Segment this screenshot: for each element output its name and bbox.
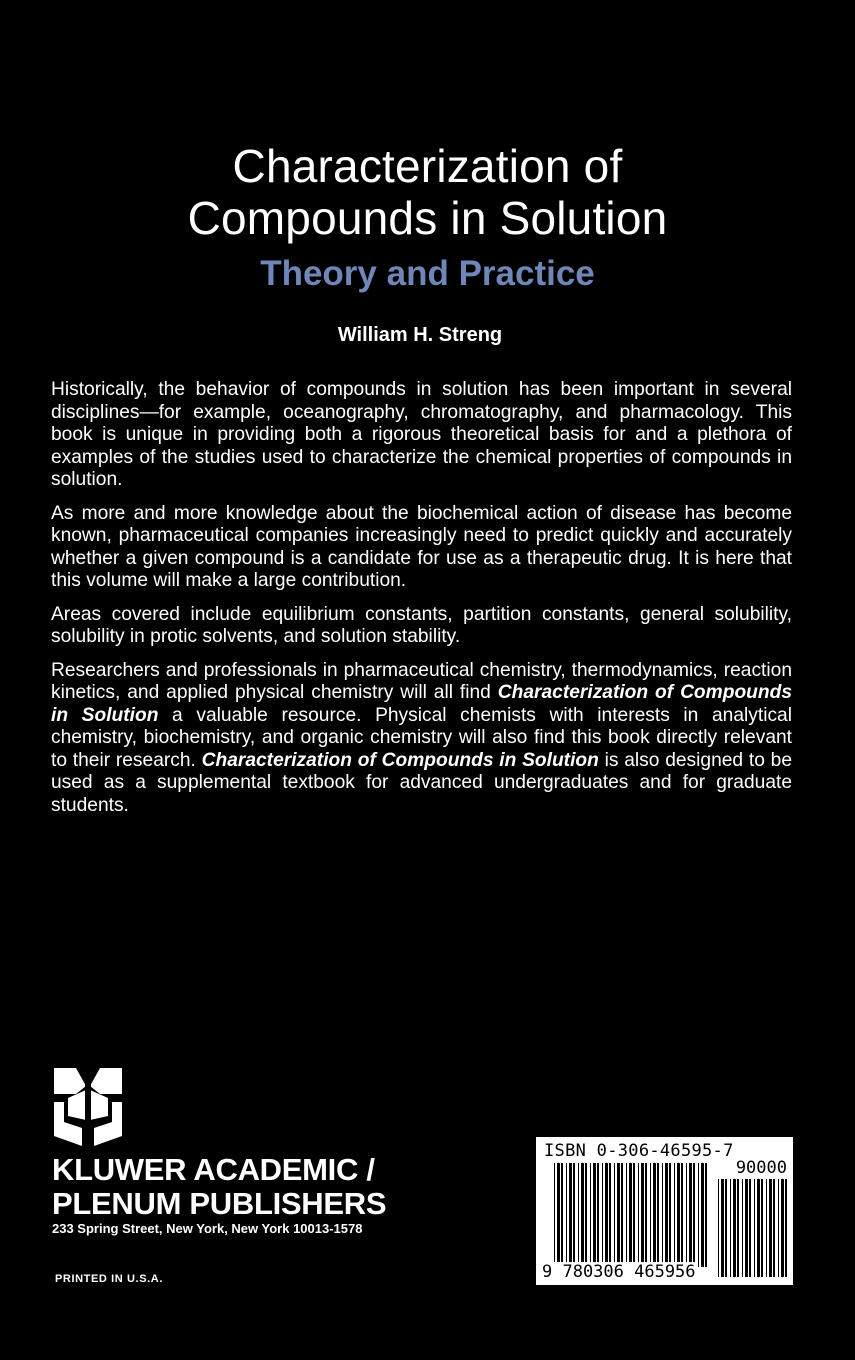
barcode-bar (605, 1163, 608, 1267)
barcode-bar (733, 1179, 736, 1277)
barcode-bar (766, 1179, 767, 1277)
book-subtitle: Theory and Practice (260, 254, 595, 293)
blurb-text: is also designed to be used as a supplemental textbook for advanced undergraduates and for graduate students. (51, 749, 792, 816)
ean-number: 9 780306 465956 (542, 1262, 696, 1282)
barcode-bar (689, 1163, 692, 1267)
barcode-bar (693, 1163, 695, 1267)
barcode-bar (718, 1179, 719, 1277)
barcode-bar (590, 1163, 591, 1267)
blurb-paragraph-3: Areas covered include equilibrium constants, partition constants, general solubility, solubility in protic solvents, and solution stability. (51, 603, 792, 647)
isbn-barcode (536, 1137, 793, 1285)
barcode-bar (653, 1163, 656, 1267)
barcode-bar (645, 1163, 647, 1267)
barcode-bar (701, 1163, 704, 1267)
barcode-bar (669, 1163, 671, 1267)
barcode-bar (705, 1163, 707, 1267)
barcode-bar (754, 1179, 755, 1277)
barcode-bar (578, 1163, 579, 1267)
title-block (0, 140, 855, 296)
blurb (51, 379, 792, 828)
book-title-line-1: Characterization of (232, 140, 623, 192)
barcode-bar (633, 1163, 635, 1267)
blurb-paragraph-1: Historically, the behavior of compounds in solution has been important in several disciplines—for example, oceanography, chromatography, and pharmacology. This book is unique in providing both a rigorous theoretical basis for and a plethora of examples of the studies used to characterize the chemical properties of compounds in solution. (51, 379, 792, 490)
barcode-bar (761, 1179, 763, 1277)
publisher-name-line-1: KLUWER ACADEMIC / (52, 1152, 375, 1187)
barcode-bar (593, 1163, 596, 1267)
barcode-bar (554, 1163, 555, 1267)
publisher-address: 233 Spring Street, New York, New York 10013-1578 (52, 1221, 363, 1236)
barcode-bar (609, 1163, 611, 1267)
barcode-bar (737, 1179, 739, 1277)
barcode-bar (686, 1163, 687, 1267)
barcode-bar (681, 1163, 683, 1267)
barcode-bar (721, 1179, 724, 1277)
barcode-bar (626, 1163, 627, 1267)
blurb-text: Researchers and professionals in pharmaceutical chemistry, thermodynamics, reaction kinetics, and applied physical chemistry will all find (51, 659, 792, 703)
barcode-bar (581, 1163, 584, 1267)
barcode-bar (657, 1163, 659, 1267)
blurb-text: a valuable resource. Physical chemists with interests in analytical chemistry, biochemistry, and organic chemistry will also find this book directly relevant to their research. (51, 704, 792, 771)
barcode-bar (650, 1163, 651, 1267)
barcode-bar (745, 1179, 748, 1277)
barcode-bar (665, 1163, 668, 1267)
barcode-bar (781, 1179, 784, 1277)
barcode-bar (585, 1163, 587, 1267)
barcode-bar (785, 1179, 787, 1277)
barcode-bar (621, 1163, 623, 1267)
publisher-name (52, 1153, 386, 1221)
barcode-bar (749, 1179, 751, 1277)
barcode-bar (561, 1163, 563, 1267)
barcode-bar (773, 1179, 775, 1277)
barcode-bar (641, 1163, 644, 1267)
barcode-bar (757, 1179, 760, 1277)
book-title-reference: Characterization of Compounds in Solution (51, 682, 792, 726)
barcode-bar (569, 1163, 572, 1267)
publisher-logo-icon (52, 1064, 124, 1148)
barcode-bar (602, 1163, 603, 1267)
barcode-bar (629, 1163, 632, 1267)
barcode-bar (730, 1179, 731, 1277)
blurb-paragraph-2: As more and more knowledge about the biochemical action of disease has become known, pharmaceutical companies increasingly need to predict quickly and accurately whether a given compound is a candidate for use as a therapeutic drug. It is here that this volume will make a large contribution. (51, 502, 792, 591)
barcode-bar (698, 1163, 699, 1267)
barcode-bar (725, 1179, 727, 1277)
price-code: 90000 (735, 1158, 787, 1178)
author-name: William H. Streng (337, 324, 503, 346)
barcode-bar (662, 1163, 663, 1267)
book-title-line-2: Compounds in Solution (187, 192, 668, 244)
barcode-bar (597, 1163, 599, 1267)
book-title-reference: Characterization of Compounds in Solution (201, 749, 599, 771)
barcode-bar (677, 1163, 680, 1267)
barcode-bar (573, 1163, 575, 1267)
blurb-paragraph-4 (51, 660, 792, 818)
barcode-bar (778, 1179, 779, 1277)
barcode-bar (769, 1179, 772, 1277)
barcode-bar (614, 1163, 615, 1267)
barcode-bar (638, 1163, 639, 1267)
publisher-name-line-2: PLENUM PUBLISHERS (52, 1186, 387, 1221)
isbn-number: ISBN 0-306-46595-7 (544, 1141, 734, 1161)
barcode-bar (742, 1179, 743, 1277)
barcode-bar (674, 1163, 675, 1267)
barcode-bar (617, 1163, 620, 1267)
barcode-bar (557, 1163, 560, 1267)
barcode-bar (566, 1163, 567, 1267)
printed-in-label: PRINTED IN U.S.A. (55, 1273, 163, 1285)
